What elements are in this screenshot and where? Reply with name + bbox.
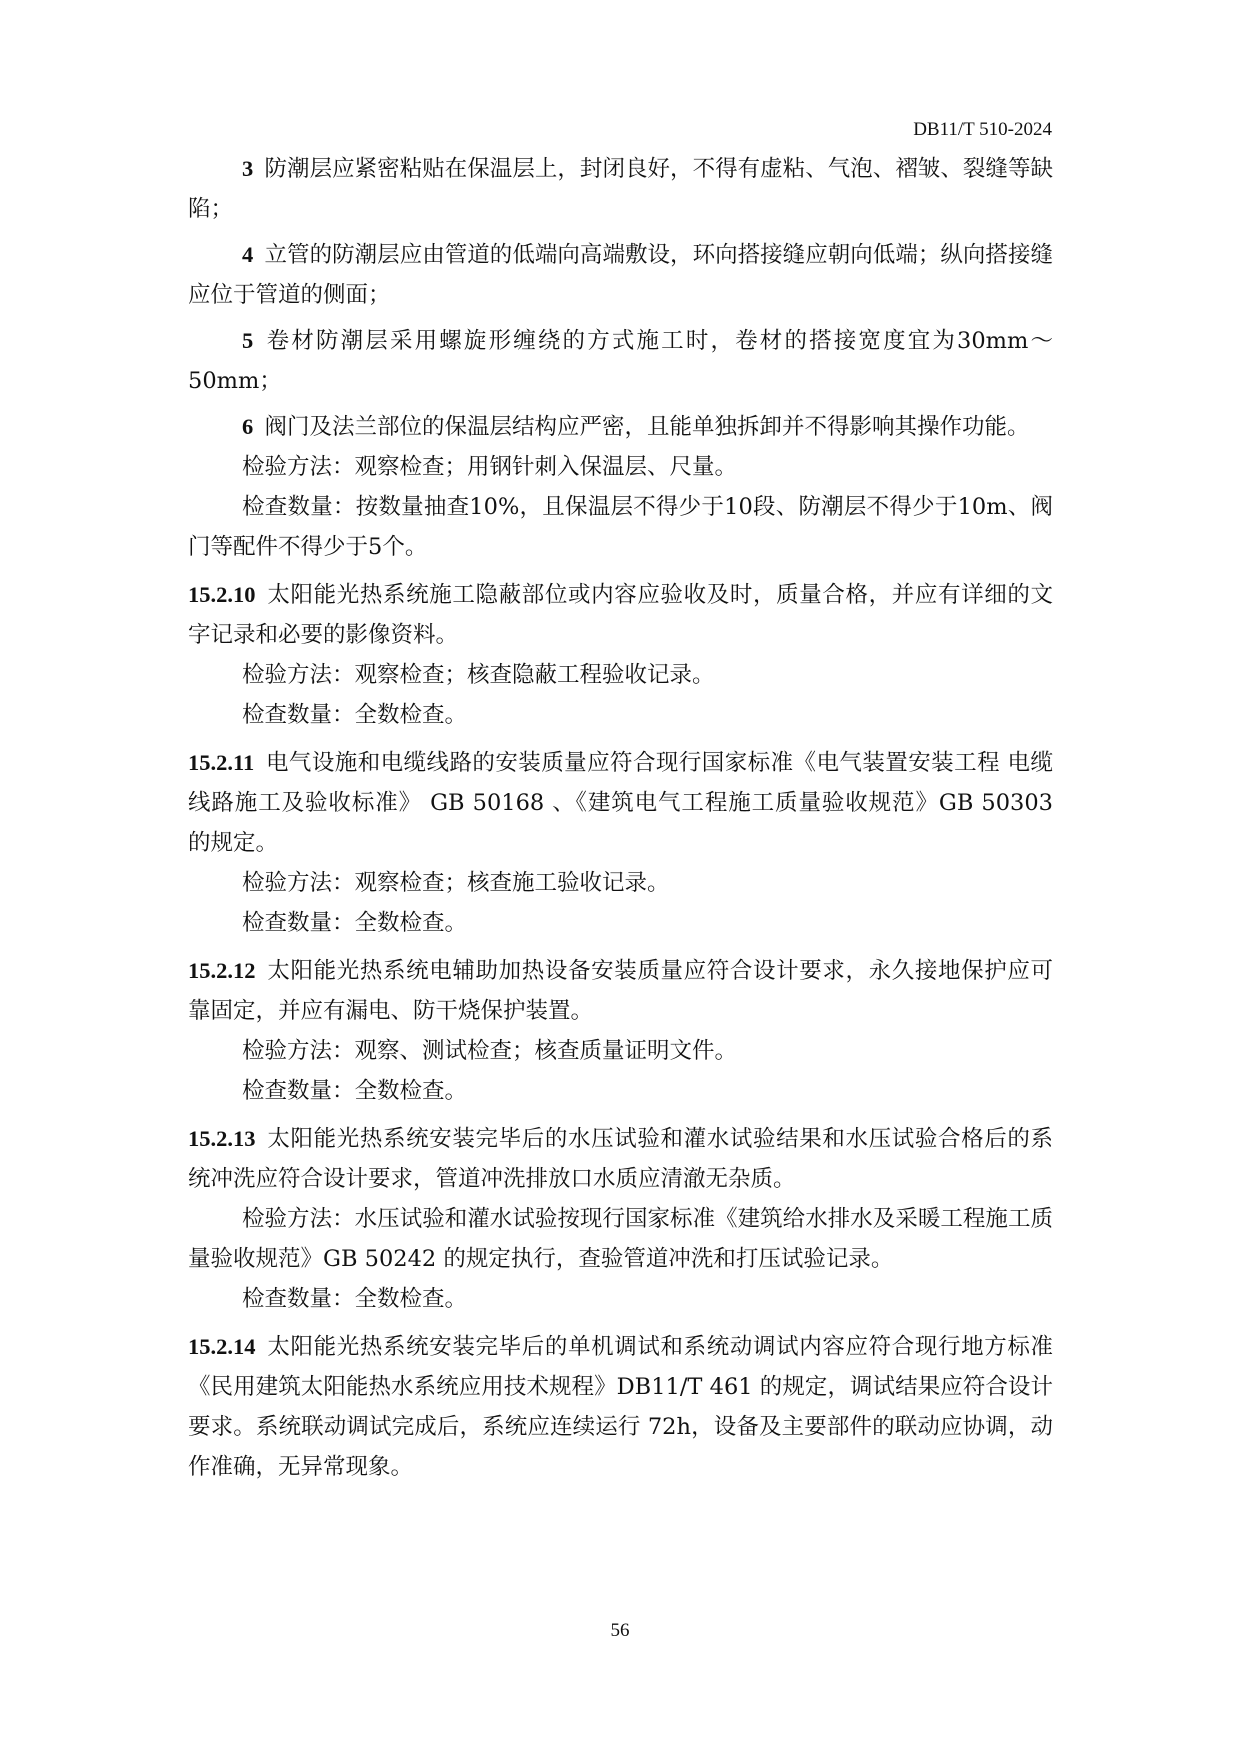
- clause-text: 电气设施和电缆线路的安装质量应符合现行国家标准《电气装置安装工程 电缆线路施工及验收标准》 GB 50168 、《建筑电气工程施工质量验收规范》GB 50303 的规定。: [188, 750, 1053, 856]
- clause-number: 15.2.14: [188, 1334, 256, 1359]
- item-number: 5: [242, 328, 254, 353]
- item-text: 阀门及法兰部位的保温层结构应严密，且能单独拆卸并不得影响其操作功能。: [264, 414, 1030, 440]
- inspection-quantity: 检查数量：全数检查。: [242, 702, 468, 728]
- item-number: 3: [242, 156, 254, 181]
- clause-text: 太阳能光热系统安装完毕后的单机调试和系统动调试内容应符合现行地方标准《民用建筑太阳能热水系统应用技术规程》DB11/T 461 的规定，调试结果应符合设计要求。系统联动调试完成后，系统应连续运行 72h，设备及主要部件的联动应协调，动作准确，无异常现象。: [188, 1334, 1053, 1480]
- clause-15-2-13: [188, 1119, 1053, 1199]
- clause-15-2-11: [188, 743, 1053, 863]
- item-text: 卷材防潮层采用螺旋形缠绕的方式施工时，卷材的搭接宽度宜为30mm～50mm；: [188, 328, 1053, 394]
- clause-text: 太阳能光热系统安装完毕后的水压试验和灌水试验结果和水压试验合格后的系统冲洗应符合设计要求，管道冲洗排放口水质应清澈无杂质。: [188, 1126, 1053, 1192]
- document-code-header: DB11/T 510-2024: [913, 119, 1052, 140]
- clause-number: 15.2.10: [188, 582, 256, 607]
- list-item: [188, 235, 1053, 315]
- clause-15-2-12: [188, 951, 1053, 1031]
- page-body: [188, 143, 1053, 1487]
- inspection-method: 检验方法：水压试验和灌水试验按现行国家标准《建筑给水排水及采暖工程施工质量验收规范》GB 50242 的规定执行，查验管道冲洗和打压试验记录。: [188, 1206, 1053, 1272]
- item-text: 立管的防潮层应由管道的低端向高端敷设，环向搭接缝应朝向低端；纵向搭接缝应位于管道的侧面；: [188, 242, 1053, 308]
- clause-15-2-10: [188, 575, 1053, 655]
- clause-15-2-14: [188, 1327, 1053, 1487]
- list-item: [188, 407, 1053, 447]
- inspection-method: 检验方法：观察检查；核查隐蔽工程验收记录。: [242, 662, 715, 688]
- list-item: [188, 149, 1053, 229]
- inspection-method: 检验方法：观察、测试检查；核查质量证明文件。: [242, 1038, 738, 1064]
- list-item: [188, 321, 1053, 401]
- clause-number: 15.2.13: [188, 1126, 256, 1151]
- item-number: 4: [242, 242, 254, 267]
- inspection-method: 检验方法：观察检查；用钢针刺入保温层、尺量。: [242, 454, 738, 480]
- clause-text: 太阳能光热系统电辅助加热设备安装质量应符合设计要求，永久接地保护应可靠固定，并应有漏电、防干烧保护装置。: [188, 958, 1053, 1024]
- inspection-quantity: 检查数量：全数检查。: [242, 1078, 468, 1104]
- item-text: 防潮层应紧密粘贴在保温层上，封闭良好，不得有虚粘、气泡、褶皱、裂缝等缺陷；: [188, 156, 1053, 222]
- inspection-method: 检验方法：观察检查；核查施工验收记录。: [242, 870, 670, 896]
- page-number: 56: [610, 1620, 630, 1641]
- clause-number: 15.2.12: [188, 958, 256, 983]
- item-number: 6: [242, 414, 254, 439]
- inspection-quantity: 检查数量：全数检查。: [242, 910, 468, 936]
- inspection-quantity: 检查数量：按数量抽查10%，且保温层不得少于10段、防潮层不得少于10m、阀门等配件不得少于5个。: [188, 494, 1053, 560]
- inspection-quantity: 检查数量：全数检查。: [242, 1286, 468, 1312]
- clause-number: 15.2.11: [188, 750, 255, 775]
- clause-text: 太阳能光热系统施工隐蔽部位或内容应验收及时，质量合格，并应有详细的文字记录和必要的影像资料。: [188, 582, 1053, 648]
